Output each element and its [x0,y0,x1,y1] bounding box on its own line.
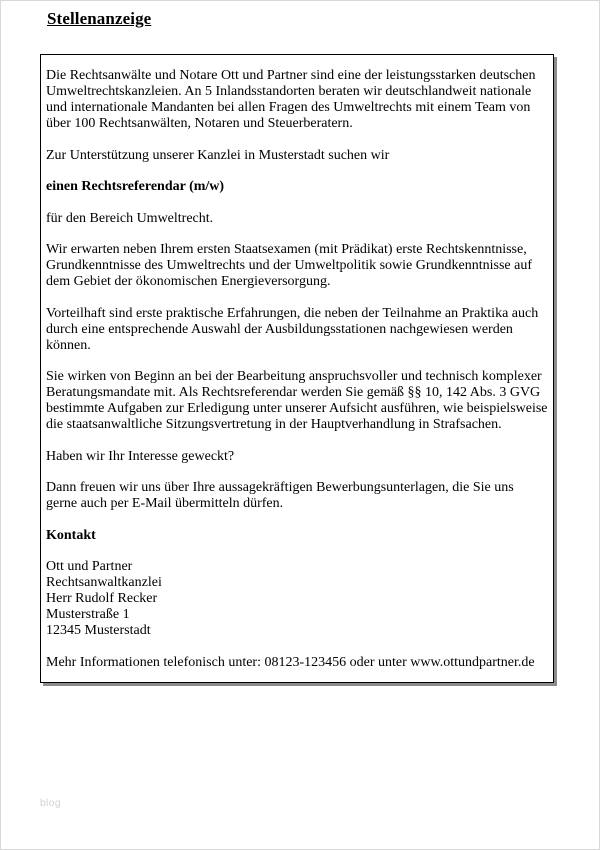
contact-line: Herr Rudolf Recker [46,591,158,606]
contact-heading: Kontakt [46,527,96,543]
contact-line: Ott und Partner [46,559,133,574]
advantage-paragraph: Vorteilhaft sind erste praktische Erfahrungen, die neben der Teilnahme an Praktika auch durch eine entsprechende Auswahl der Ausbildungsstationen nachgewiesen werden können. [46,305,539,353]
contact-line: Rechtsanwaltkanzlei [46,575,162,590]
position-title: einen Rechtsreferendar (m/w) [46,179,225,194]
area-paragraph: für den Bereich Umweltrecht. [46,210,214,226]
interest-question: Haben wir Ihr Interesse geweckt? [46,448,235,464]
tasks-paragraph: Sie wirken von Beginn an bei der Bearbeitung anspruchsvoller und technisch komplexer Beratungsmandate mit. Als Rechtsreferendar werden Sie gemäß §§ 10, 142 Abs. 3 GVG bestimmte Aufgaben zur Erledigung unter unserer Aufsicht ausführen, wie beispielsweise die staatsanwaltliche Sitzungsvertretung in der Hauptverhandlung in Strafsachen. [46,369,548,432]
watermark: blog [40,798,61,809]
contact-address [46,559,548,639]
intro-paragraph: Die Rechtsanwälte und Notare Ott und Partner sind eine der leistungsstarken deutschen Umweltrechtskanzleien. An 5 Inlandsstandorten beraten wir deutschlandweit nationale und internationale Mandanten bei allen Fragen des Umweltrechts mit einem Team von über 100 Rechtsanwälten, Notaren und Steuerberatern. [46,68,536,131]
search-paragraph: Zur Unterstützung unserer Kanzlei in Musterstadt suchen wir [46,147,390,163]
application-paragraph: Dann freuen wir uns über Ihre aussagekräftigen Bewerbungsunterlagen, die Sie uns gerne auch per E-Mail übermitteln dürfen. [46,480,514,511]
contact-line: Musterstraße 1 [46,607,130,622]
contact-line: 12345 Musterstadt [46,623,151,638]
document-title: Stellenanzeige [47,9,152,28]
job-ad-box [40,54,554,683]
more-info-line: Mehr Informationen telefonisch unter: 08123-123456 oder unter www.ottundpartner.de [46,654,535,670]
requirements-paragraph: Wir erwarten neben Ihrem ersten Staatsexamen (mit Prädikat) erste Rechtskenntnisse, Grundkenntnisse des Umweltrechts und der Umweltpolitik sowie Grundkenntnisse auf dem Gebiet der ökonomischen Energieversorgung. [46,242,533,289]
